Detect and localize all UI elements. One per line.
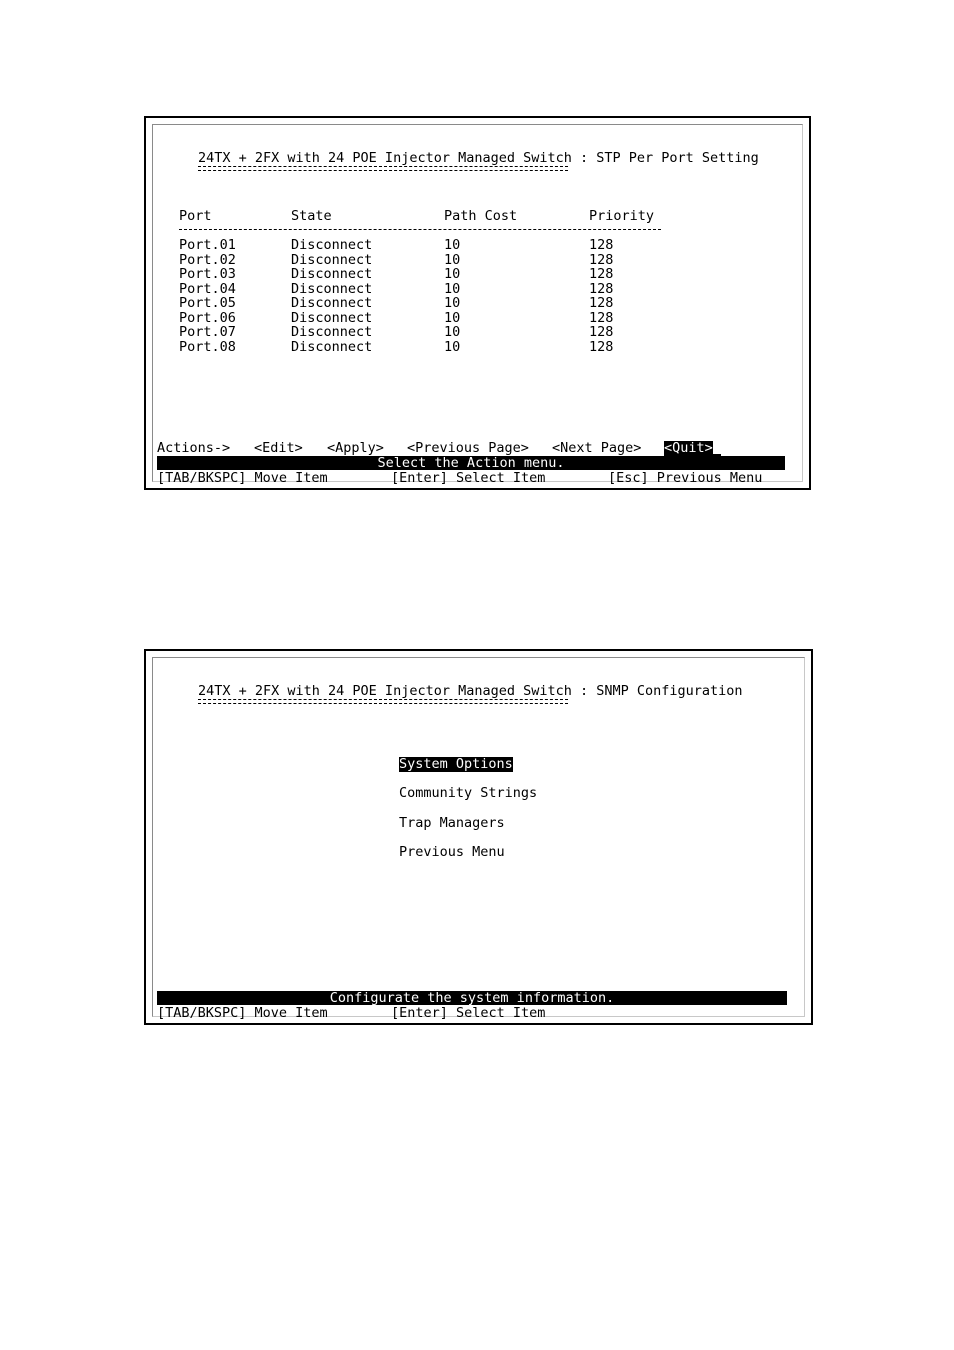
port-cell: Port.08 (179, 339, 236, 355)
path-cost-cell: 10 (444, 295, 461, 311)
help-select-item: [Enter] Select Item (391, 1005, 546, 1021)
priority-cell: 128 (589, 237, 614, 253)
menu-item-previous-menu[interactable]: Previous Menu (399, 844, 505, 860)
menu-item-trap-managers[interactable]: Trap Managers (399, 815, 505, 831)
path-cost-cell: 10 (444, 324, 461, 340)
path-cost-cell: 10 (444, 252, 461, 268)
stp-terminal-screen (152, 124, 803, 486)
status-bar: Configurate the system information. (157, 991, 787, 1005)
priority-cell: 128 (589, 339, 614, 355)
state-cell: Disconnect (291, 237, 373, 253)
port-cell: Port.07 (179, 324, 236, 340)
port-cell: Port.01 (179, 237, 236, 253)
priority-cell: 128 (589, 252, 614, 268)
quit-button[interactable]: <Quit> (664, 440, 713, 456)
state-cell: Disconnect (291, 310, 373, 326)
priority-cell: 128 (589, 310, 614, 326)
path-cost-cell: 10 (444, 339, 461, 355)
column-header-port: Port (179, 208, 212, 224)
state-cell: Disconnect (291, 324, 373, 340)
actions-label: Actions-> (157, 440, 231, 456)
state-cell: Disconnect (291, 339, 373, 355)
priority-cell: 128 (589, 281, 614, 297)
next-page-button[interactable]: <Next Page> (552, 440, 642, 456)
snmp-terminal-window (144, 649, 813, 1025)
priority-cell: 128 (589, 324, 614, 340)
path-cost-cell: 10 (444, 310, 461, 326)
snmp-terminal-screen (152, 657, 805, 1021)
state-cell: Disconnect (291, 266, 373, 282)
path-cost-cell: 10 (444, 237, 461, 253)
port-cell: Port.04 (179, 281, 236, 297)
apply-button[interactable]: <Apply> (327, 440, 384, 456)
column-header-state: State (291, 208, 332, 224)
snmp-page-title: 24TX + 2FX with 24 POE Injector Managed Switch : SNMP Configuration (198, 683, 743, 699)
help-select-item: [Enter] Select Item (391, 470, 546, 486)
menu-item-community-strings[interactable]: Community Strings (399, 785, 538, 801)
help-move-item: [TAB/BKSPC] Move Item (157, 1005, 328, 1021)
help-previous-menu: [Esc] Previous Menu (608, 470, 763, 486)
priority-cell: 128 (589, 295, 614, 311)
column-header-priority: Priority (589, 208, 655, 224)
path-cost-cell: 10 (444, 266, 461, 282)
status-bar: Select the Action menu. (157, 456, 785, 470)
menu-item-system-options[interactable]: System Options (399, 756, 513, 772)
port-cell: Port.05 (179, 295, 236, 311)
port-cell: Port.02 (179, 252, 236, 268)
port-cell: Port.06 (179, 310, 236, 326)
port-cell: Port.03 (179, 266, 236, 282)
state-cell: Disconnect (291, 281, 373, 297)
stp-terminal-window (144, 116, 811, 490)
column-header-path-cost: Path Cost (444, 208, 518, 224)
stp-page-title: 24TX + 2FX with 24 POE Injector Managed Switch : STP Per Port Setting (198, 150, 759, 166)
stp-title-underline (198, 166, 568, 171)
help-move-item: [TAB/BKSPC] Move Item (157, 470, 328, 486)
state-cell: Disconnect (291, 252, 373, 268)
snmp-title-underline (198, 699, 568, 704)
priority-cell: 128 (589, 266, 614, 282)
path-cost-cell: 10 (444, 281, 461, 297)
previous-page-button[interactable]: <Previous Page> (407, 440, 529, 456)
state-cell: Disconnect (291, 295, 373, 311)
edit-button[interactable]: <Edit> (254, 440, 303, 456)
table-header-rule (179, 229, 661, 230)
